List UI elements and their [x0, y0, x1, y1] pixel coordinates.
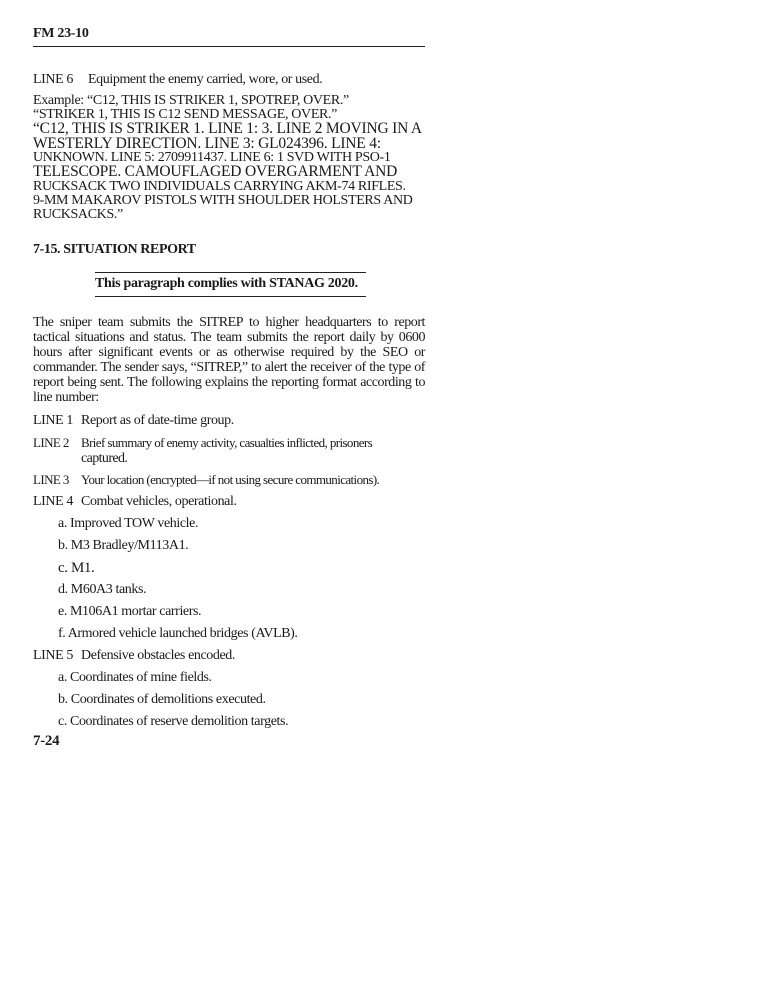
example-line-4: WESTERLY DIRECTION. LINE 3: GL024396. LINE 4:	[33, 134, 381, 152]
example-line-5: UNKNOWN. LINE 5: 2709911437. LINE 6: 1 SVD WITH PSO-1	[33, 150, 391, 165]
line5-item: a. Coordinates of mine fields.	[58, 669, 212, 685]
stanag-notice: This paragraph complies with STANAG 2020.	[95, 272, 366, 297]
line6-entry	[33, 72, 425, 88]
line5-item: c. Coordinates of reserve demolition targets.	[58, 713, 289, 729]
line3-label: LINE 3	[33, 471, 69, 487]
line2-label: LINE 2	[33, 434, 69, 450]
example-line-6: TELESCOPE. CAMOUFLAGED OVERGARMENT AND	[33, 163, 398, 180]
line4-item: f. Armored vehicle launched bridges (AVLB).	[58, 625, 298, 641]
example-line-8: 9-MM MAKAROV PISTOLS WITH SHOULDER HOLSTERS AND	[33, 192, 413, 208]
example-line-9: RUCKSACKS.”	[33, 206, 123, 222]
line4-item: e. M106A1 mortar carriers.	[58, 603, 202, 619]
line4-entry	[33, 494, 425, 510]
section-paragraph: The sniper team submits the SITREP to higher headquarters to report tactical situations and status. The team submits the report daily by 0600 hours after significant events or as otherwise required by the SEO or commander. The sender says, “SITREP,” to alert the receiver of the type of report being sent. The following explains the reporting format according to line number:	[33, 314, 425, 405]
line2-entry	[33, 435, 425, 466]
line3-entry	[33, 472, 425, 488]
line1-entry	[33, 413, 425, 429]
line6-text: Equipment the enemy carried, wore, or used.	[88, 72, 323, 87]
page-number: 7-24	[33, 733, 60, 749]
example-block	[33, 94, 425, 222]
example-line-1: Example: “C12, THIS IS STRIKER 1, SPOTREP, OVER.”	[33, 93, 349, 108]
section-title: 7-15. SITUATION REPORT	[33, 241, 196, 257]
line1-text: Report as of date-time group.	[81, 412, 234, 428]
header-title: FM 23-10	[33, 26, 89, 41]
line2-text: Brief summary of enemy activity, casualties inflicted, prisoners	[81, 434, 373, 450]
line5-entry	[33, 648, 425, 664]
line4-text: Combat vehicles, operational.	[81, 493, 237, 509]
example-line-3: “C12, THIS IS STRIKER 1. LINE 1: 3. LINE 2 MOVING IN A	[33, 120, 422, 137]
line4-item: b. M3 Bradley/M113A1.	[58, 537, 189, 553]
line6-label: LINE 6	[33, 72, 73, 87]
line4-item: c. M1.	[58, 559, 95, 576]
example-line-2: “STRIKER 1, THIS IS C12 SEND MESSAGE, OVER.”	[33, 107, 338, 122]
line-list	[33, 413, 425, 730]
line5-text: Defensive obstacles encoded.	[81, 647, 236, 663]
line1-label: LINE 1	[33, 412, 73, 428]
line5-label: LINE 5	[33, 647, 73, 663]
line2-continuation: captured.	[81, 450, 128, 466]
line4-label: LINE 4	[33, 493, 73, 509]
example-line-7: RUCKSACK TWO INDIVIDUALS CARRYING AKM-74 RIFLES.	[33, 178, 406, 194]
line3-text: Your location (encrypted—if not using secure communications).	[81, 471, 380, 487]
line4-item: d. M60A3 tanks.	[58, 581, 147, 597]
document-page	[33, 26, 425, 736]
running-header	[33, 26, 425, 47]
line5-item: b. Coordinates of demolitions executed.	[58, 691, 266, 707]
line4-item: a. Improved TOW vehicle.	[58, 515, 199, 531]
